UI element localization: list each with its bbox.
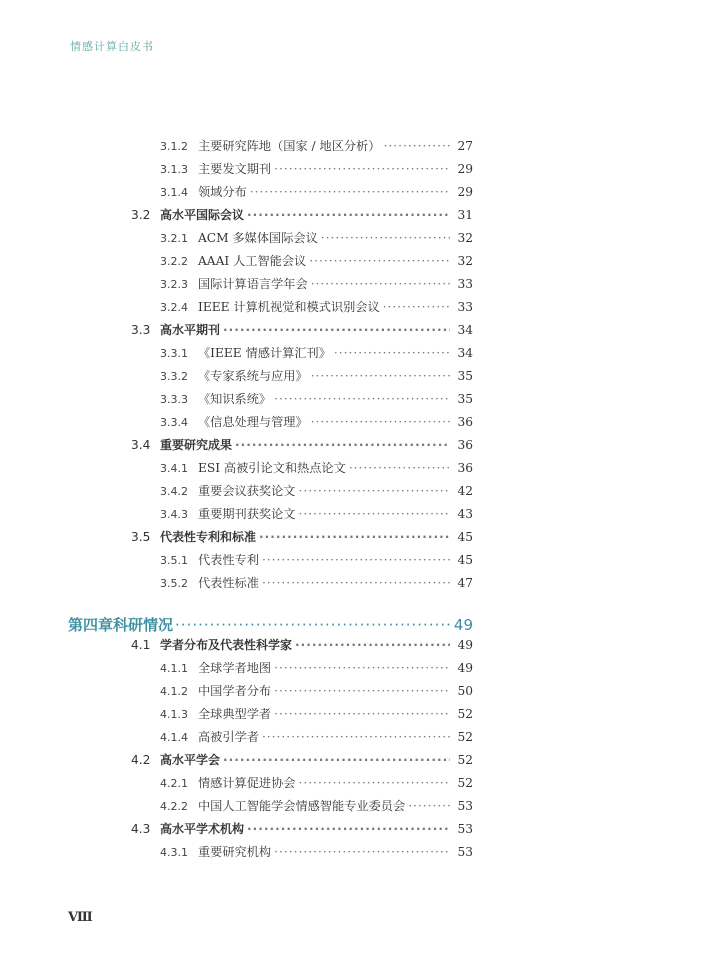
toc-entry[interactable] — [160, 161, 473, 178]
toc-entry-title: 全球典型学者 — [198, 707, 272, 721]
toc-entry-page: 43 — [457, 507, 473, 521]
toc-entry-number: 3.4.2 — [160, 485, 188, 498]
toc-entry-page: 35 — [457, 369, 473, 383]
toc-entry[interactable] — [160, 299, 473, 316]
toc-leader — [247, 207, 450, 223]
toc-entry[interactable] — [160, 345, 473, 362]
toc-entry-title: 重要期刊获奖论文 — [198, 507, 296, 521]
toc-entry-title: IEEE 计算机视觉和模式识别会议 — [198, 300, 380, 314]
toc-entry[interactable] — [160, 660, 473, 677]
toc-entry-page: 45 — [457, 530, 473, 544]
toc-entry[interactable] — [160, 368, 473, 385]
toc-entry-title: 情感计算促进协会 — [198, 776, 296, 790]
toc-entry-page: 32 — [457, 254, 473, 268]
toc-entry[interactable] — [160, 253, 473, 270]
toc-leader — [262, 575, 450, 591]
toc-entry-title: 主要研究阵地（国家 / 地区分析） — [198, 139, 381, 153]
toc-leader — [383, 138, 450, 154]
toc-entry-page: 53 — [457, 822, 473, 836]
toc-entry-number: 4.3.1 — [160, 846, 188, 859]
running-head: 情感计算白皮书 — [70, 40, 154, 53]
toc-entry-page: 49 — [457, 638, 473, 652]
toc-entry-title: 全球学者地图 — [198, 661, 272, 675]
toc-entry-title: 高水平学会 — [160, 753, 221, 767]
toc-entry-page: 35 — [457, 392, 473, 406]
toc-entry-page: 52 — [457, 753, 473, 767]
toc-entry-number: 3.3.3 — [160, 393, 188, 406]
toc-entry[interactable] — [160, 483, 473, 500]
toc-leader — [311, 414, 450, 430]
toc-entry[interactable] — [131, 529, 473, 545]
toc-entry-page: 47 — [457, 576, 473, 590]
toc-entry[interactable] — [160, 729, 473, 746]
toc-entry-number: 3.2.4 — [160, 301, 188, 314]
toc-leader — [250, 184, 450, 200]
toc-entry-number: 3.2.2 — [160, 255, 188, 268]
toc-entry-page: 36 — [457, 438, 473, 452]
toc-entry[interactable] — [131, 437, 473, 453]
toc-entry-number: 4.1.1 — [160, 662, 188, 675]
toc-entry-page: 45 — [457, 553, 473, 567]
toc-leader — [235, 437, 450, 453]
toc-entry-title: 《IEEE 情感计算汇刊》 — [198, 346, 331, 360]
toc-entry-page: 53 — [457, 845, 473, 859]
toc-entry-page: 49 — [453, 616, 473, 634]
toc-entry[interactable] — [160, 775, 473, 792]
toc-leader — [274, 660, 450, 676]
toc-entry-number: 3.2.1 — [160, 232, 188, 245]
toc-entry-number: 3.3.1 — [160, 347, 188, 360]
toc-entry-number: 3.5.2 — [160, 577, 188, 590]
toc-entry-page: 52 — [457, 707, 473, 721]
toc-entry-title: 代表性专利 — [198, 553, 259, 567]
toc-entry-number: 4.2 — [131, 753, 151, 767]
toc-leader — [349, 460, 450, 476]
toc-entry-number: 3.5.1 — [160, 554, 188, 567]
toc-entry-page: 42 — [457, 484, 473, 498]
toc-leader — [262, 729, 450, 745]
toc-entry-page: 29 — [457, 185, 473, 199]
toc-leader — [311, 276, 450, 292]
toc-leader — [408, 798, 450, 814]
toc-leader — [259, 529, 450, 545]
toc-leader — [223, 752, 450, 768]
toc-entry-title: 高水平国际会议 — [160, 208, 245, 222]
toc-leader — [383, 299, 450, 315]
toc-leader — [295, 637, 450, 653]
toc-entry-title: 重要研究成果 — [160, 438, 233, 452]
toc-entry[interactable] — [160, 844, 473, 861]
toc-entry[interactable] — [160, 391, 473, 408]
toc-leader — [274, 706, 450, 722]
toc-entry[interactable] — [131, 821, 473, 837]
toc-entry-number: 3.2 — [131, 208, 151, 222]
toc-entry-title: 《知识系统》 — [198, 392, 272, 406]
toc-entry-number: 3.3.4 — [160, 416, 188, 429]
toc-leader — [175, 616, 452, 634]
toc-entry-page: 34 — [457, 323, 473, 337]
toc-entry-title: 领域分布 — [198, 185, 247, 199]
toc-entry-page: 34 — [457, 346, 473, 360]
toc-leader — [247, 821, 450, 837]
toc-entry-number: 4.1.2 — [160, 685, 188, 698]
toc-entry[interactable] — [160, 276, 473, 293]
toc-leader — [309, 253, 450, 269]
toc-entry-title: 重要研究机构 — [198, 845, 272, 859]
toc-entry[interactable] — [131, 752, 473, 768]
page-folio: Ⅷ — [68, 910, 93, 925]
toc-leader — [274, 683, 450, 699]
toc-entry-number: 3.1.4 — [160, 186, 188, 199]
toc-entry[interactable] — [160, 460, 473, 477]
toc-entry-title: 中国学者分布 — [198, 684, 272, 698]
toc-leader — [311, 368, 450, 384]
toc-entry-title: 中国人工智能学会情感智能专业委员会 — [198, 799, 406, 813]
toc-entry-title: ACM 多媒体国际会议 — [198, 231, 318, 245]
toc-entry-title: ESI 高被引论文和热点论文 — [198, 461, 346, 475]
toc-leader — [299, 483, 451, 499]
toc-entry-number: 3.5 — [131, 530, 151, 544]
toc-entry-page: 27 — [457, 139, 473, 153]
toc-leader — [223, 322, 450, 338]
toc-leader — [299, 775, 451, 791]
toc-leader — [274, 391, 450, 407]
toc-entry-title: 《专家系统与应用》 — [198, 369, 308, 383]
toc-leader — [321, 230, 450, 246]
toc-entry-number: 4.3 — [131, 822, 151, 836]
toc-entry[interactable] — [160, 184, 473, 201]
toc-entry-number: 3.2.3 — [160, 278, 188, 291]
toc-entry-page: 36 — [457, 461, 473, 475]
toc-entry-title: 高被引学者 — [198, 730, 259, 744]
toc-entry-number: 3.1.2 — [160, 140, 188, 153]
toc-entry-title: 代表性专利和标准 — [160, 530, 257, 544]
toc-entry-number: 3.4 — [131, 438, 151, 452]
toc-chapter-entry[interactable] — [68, 614, 473, 635]
toc-entry-page: 33 — [457, 300, 473, 314]
toc-leader — [274, 161, 450, 177]
toc-entry-number: 4.1.3 — [160, 708, 188, 721]
toc-entry-title: 主要发文期刊 — [198, 162, 272, 176]
toc-entry[interactable] — [160, 575, 473, 592]
toc-entry-title: 重要会议获奖论文 — [198, 484, 296, 498]
toc-entry[interactable] — [131, 207, 473, 223]
toc-leader — [334, 345, 450, 361]
toc-entry-page: 29 — [457, 162, 473, 176]
toc-entry-number: 3.4.3 — [160, 508, 188, 521]
toc-entry-page: 52 — [457, 730, 473, 744]
toc-entry-title: 《信息处理与管理》 — [198, 415, 308, 429]
toc-entry[interactable] — [160, 683, 473, 700]
toc-entry-number: 4.1.4 — [160, 731, 188, 744]
toc-entry-title: 高水平学术机构 — [160, 822, 245, 836]
toc-entry-page: 32 — [457, 231, 473, 245]
toc-entry[interactable] — [160, 706, 473, 723]
toc-entry-title: AAAI 人工智能会议 — [198, 254, 307, 268]
toc-entry-title: 国际计算语言学年会 — [198, 277, 308, 291]
toc-entry-page: 31 — [457, 208, 473, 222]
toc-entry[interactable] — [160, 230, 473, 247]
toc-entry-number: 4.1 — [131, 638, 151, 652]
toc-entry-page: 36 — [457, 415, 473, 429]
toc-entry-title: 学者分布及代表性科学家 — [160, 638, 293, 652]
toc-entry-title: 高水平期刊 — [160, 323, 221, 337]
toc-entry[interactable] — [160, 552, 473, 569]
toc-entry[interactable] — [131, 322, 473, 338]
toc-entry-number: 3.4.1 — [160, 462, 188, 475]
toc-entry-title: 代表性标准 — [198, 576, 259, 590]
toc-entry-number: 3.3 — [131, 323, 151, 337]
toc-entry[interactable] — [160, 138, 473, 155]
toc-entry-title: 科研情况 — [113, 616, 174, 634]
toc-entry-page: 53 — [457, 799, 473, 813]
toc-entry[interactable] — [131, 637, 473, 653]
toc-entry[interactable] — [160, 798, 473, 815]
toc-leader — [262, 552, 450, 568]
toc-entry-page: 33 — [457, 277, 473, 291]
toc-entry-number: 3.1.3 — [160, 163, 188, 176]
toc-entry[interactable] — [160, 414, 473, 431]
toc-entry-page: 49 — [457, 661, 473, 675]
toc-entry-number: 4.2.1 — [160, 777, 188, 790]
toc-entry-number: 第四章 — [68, 616, 114, 634]
toc-entry-page: 50 — [457, 684, 473, 698]
toc-entry-number: 4.2.2 — [160, 800, 188, 813]
toc-leader — [274, 844, 450, 860]
toc-entry-number: 3.3.2 — [160, 370, 188, 383]
toc-entry-page: 52 — [457, 776, 473, 790]
toc-entry[interactable] — [160, 506, 473, 523]
toc-leader — [299, 506, 451, 522]
